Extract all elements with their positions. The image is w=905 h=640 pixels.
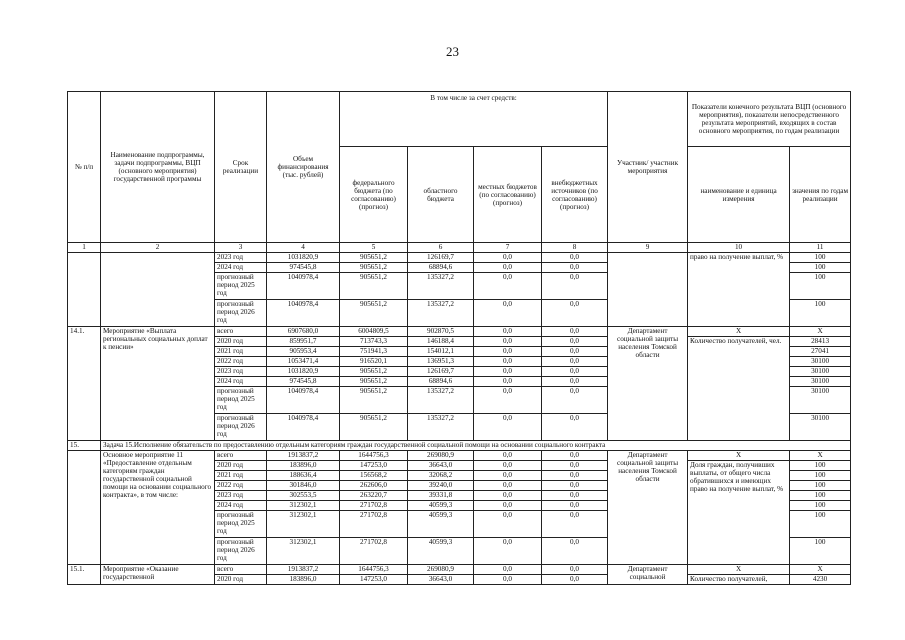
federal-cell: 147253,0	[340, 575, 408, 585]
federal-cell: 263220,7	[340, 491, 408, 501]
volume-cell: 974545,8	[267, 377, 340, 387]
column-number: 4	[267, 243, 340, 253]
regional-cell: 126169,7	[408, 253, 474, 263]
federal-cell: 271702,8	[340, 538, 408, 565]
regional-cell: 135327,2	[408, 273, 474, 300]
local-cell: 0,0	[474, 565, 542, 575]
volume-cell: 6907680,0	[267, 327, 340, 337]
term-cell: всего	[215, 327, 267, 337]
volume-cell: 302553,5	[267, 491, 340, 501]
federal-cell: 905651,2	[340, 300, 408, 327]
local-cell: 0,0	[474, 263, 542, 273]
federal-cell: 1644756,3	[340, 565, 408, 575]
federal-cell: 905651,2	[340, 367, 408, 377]
header-term: Срок реализации	[215, 92, 267, 243]
federal-cell: 6004809,5	[340, 327, 408, 337]
term-cell: 2024 год	[215, 263, 267, 273]
federal-cell: 147253,0	[340, 461, 408, 471]
page-number: 23	[446, 44, 459, 59]
local-cell: 0,0	[474, 461, 542, 471]
regional-cell: 154012,1	[408, 347, 474, 357]
volume-cell: 1031820,9	[267, 253, 340, 263]
federal-cell: 905651,2	[340, 414, 408, 441]
extra-cell: 0,0	[542, 575, 608, 585]
regional-cell: 126169,7	[408, 367, 474, 377]
volume-cell: 1053471,4	[267, 357, 340, 367]
volume-cell: 974545,8	[267, 263, 340, 273]
term-cell: 2024 год	[215, 501, 267, 511]
federal-cell: 905651,2	[340, 377, 408, 387]
extra-cell: 0,0	[542, 451, 608, 461]
federal-cell: 751941,3	[340, 347, 408, 357]
local-cell: 0,0	[474, 387, 542, 414]
federal-cell: 713743,3	[340, 337, 408, 347]
volume-cell: 1040978,4	[267, 414, 340, 441]
term-cell: 2021 год	[215, 347, 267, 357]
extra-cell: 0,0	[542, 273, 608, 300]
header-no: № п/п	[68, 92, 101, 243]
volume-cell: 1913837,2	[267, 451, 340, 461]
row-number	[68, 253, 101, 327]
federal-cell: 271702,8	[340, 511, 408, 538]
regional-cell: 36643,0	[408, 575, 474, 585]
term-cell: всего	[215, 565, 267, 575]
regional-cell: 135327,2	[408, 387, 474, 414]
federal-cell: 905651,2	[340, 387, 408, 414]
header-indicators: Показатели конечного результата ВЦП (основного мероприятия), показатели непосредственного результата мероприятий, входящих в состав основного мероприятия, по годам реализации	[688, 92, 851, 147]
indicator-value: 100	[790, 538, 851, 565]
extra-cell: 0,0	[542, 347, 608, 357]
column-number-row	[68, 243, 851, 253]
regional-cell: 32068,2	[408, 471, 474, 481]
term-cell: прогнозный период 2026 год	[215, 414, 267, 441]
indicator-value: 100	[790, 253, 851, 263]
indicator-name: Доля граждан, получивших выплаты, от общего числа обратившихся и имеющих право на получение выплат, %	[688, 461, 790, 565]
indicator-value: 100	[790, 511, 851, 538]
extra-cell: 0,0	[542, 461, 608, 471]
volume-cell: 1040978,4	[267, 300, 340, 327]
term-cell: прогнозный период 2025 год	[215, 511, 267, 538]
extra-cell: 0,0	[542, 263, 608, 273]
regional-cell: 269080,9	[408, 451, 474, 461]
column-number: 11	[790, 243, 851, 253]
extra-cell: 0,0	[542, 414, 608, 441]
regional-cell: 36643,0	[408, 461, 474, 471]
volume-cell: 859951,7	[267, 337, 340, 347]
indicator-value: 30100	[790, 414, 851, 441]
header-federal: федерального бюджета (по согласованию) (прогноз)	[340, 147, 408, 243]
local-cell: 0,0	[474, 538, 542, 565]
regional-cell: 136951,3	[408, 357, 474, 367]
indicator-value: 100	[790, 263, 851, 273]
regional-cell: 902870,5	[408, 327, 474, 337]
local-cell: 0,0	[474, 367, 542, 377]
indicator-value: Х	[790, 565, 851, 575]
column-number: 7	[474, 243, 542, 253]
indicator-value: 100	[790, 461, 851, 471]
extra-cell: 0,0	[542, 565, 608, 575]
volume-cell: 1913837,2	[267, 565, 340, 575]
extra-cell: 0,0	[542, 471, 608, 481]
volume-cell: 1040978,4	[267, 387, 340, 414]
indicator-value: 30100	[790, 367, 851, 377]
indicator-x: Х	[688, 327, 790, 337]
federal-cell: 905651,2	[340, 263, 408, 273]
term-cell: прогнозный период 2025 год	[215, 273, 267, 300]
volume-cell: 1031820,9	[267, 367, 340, 377]
task-number: 15.	[68, 441, 101, 451]
term-cell: 2020 год	[215, 337, 267, 347]
federal-cell: 1644756,3	[340, 451, 408, 461]
term-cell: всего	[215, 451, 267, 461]
volume-cell: 312302,1	[267, 538, 340, 565]
regional-cell: 40599,3	[408, 511, 474, 538]
regional-cell: 146188,4	[408, 337, 474, 347]
term-cell: прогнозный период 2025 год	[215, 387, 267, 414]
row-number	[68, 451, 101, 565]
extra-cell: 0,0	[542, 511, 608, 538]
local-cell: 0,0	[474, 347, 542, 357]
term-cell: 2022 год	[215, 357, 267, 367]
federal-cell: 271702,8	[340, 501, 408, 511]
indicator-value: 100	[790, 300, 851, 327]
indicator-value: 4230	[790, 575, 851, 585]
extra-cell: 0,0	[542, 481, 608, 491]
local-cell: 0,0	[474, 327, 542, 337]
indicator-name: Количество получателей,	[688, 575, 790, 585]
header-regional: областного бюджета	[408, 147, 474, 243]
participant-cell: Департамент социальной защиты населения Томской области	[608, 451, 688, 565]
extra-cell: 0,0	[542, 357, 608, 367]
regional-cell: 269080,9	[408, 565, 474, 575]
extra-cell: 0,0	[542, 387, 608, 414]
federal-cell: 262606,0	[340, 481, 408, 491]
extra-cell: 0,0	[542, 491, 608, 501]
extra-cell: 0,0	[542, 538, 608, 565]
column-number: 5	[340, 243, 408, 253]
column-number: 9	[608, 243, 688, 253]
local-cell: 0,0	[474, 491, 542, 501]
row-name: Мероприятие «Выплата региональных социальных доплат к пенсии»	[101, 327, 215, 441]
indicator-value: 100	[790, 491, 851, 501]
table-row	[68, 565, 851, 575]
term-cell: 2024 год	[215, 377, 267, 387]
indicator-x: Х	[688, 565, 790, 575]
indicator-value: 30100	[790, 357, 851, 367]
regional-cell: 68894,6	[408, 377, 474, 387]
row-number: 15.1.	[68, 565, 101, 585]
row-number: 14.1.	[68, 327, 101, 441]
indicator-name: Количество получателей, чел.	[688, 337, 790, 441]
term-cell: прогнозный период 2026 год	[215, 538, 267, 565]
header-volume: Объем финансирования (тыс. рублей)	[267, 92, 340, 243]
volume-cell: 183896,0	[267, 575, 340, 585]
participant-cell: Департамент социальной	[608, 565, 688, 585]
indicator-value: Х	[790, 327, 851, 337]
volume-cell: 188636,4	[267, 471, 340, 481]
term-cell: прогнозный период 2026 год	[215, 300, 267, 327]
indicator-value: 100	[790, 481, 851, 491]
header-local: местных бюджетов (по согласованию) (прогноз)	[474, 147, 542, 243]
term-cell: 2023 год	[215, 491, 267, 501]
task-row	[68, 441, 851, 451]
table-row	[68, 327, 851, 337]
term-cell: 2022 год	[215, 481, 267, 491]
regional-cell: 39240,0	[408, 481, 474, 491]
local-cell: 0,0	[474, 501, 542, 511]
volume-cell: 301846,0	[267, 481, 340, 491]
extra-cell: 0,0	[542, 367, 608, 377]
column-number: 8	[542, 243, 608, 253]
participant-cell	[608, 253, 688, 327]
header-participant: Участник/ участник мероприятия	[608, 92, 688, 243]
row-name	[101, 253, 215, 327]
indicator-value: 30100	[790, 387, 851, 414]
local-cell: 0,0	[474, 300, 542, 327]
term-cell: 2023 год	[215, 253, 267, 263]
program-table	[67, 91, 851, 585]
column-number: 10	[688, 243, 790, 253]
task-text: Задача 15.Исполнение обязательств по предоставлению отдельным категориям граждан государственной социальной помощи на основании социального контракта	[101, 441, 851, 451]
extra-cell: 0,0	[542, 377, 608, 387]
term-cell: 2020 год	[215, 575, 267, 585]
indicator-name: право на получение выплат, %	[688, 253, 790, 327]
volume-cell: 1040978,4	[267, 273, 340, 300]
header-name: Наименование подпрограммы, задачи подпрограммы, ВЦП (основного мероприятия) государственной программы	[101, 92, 215, 243]
regional-cell: 135327,2	[408, 300, 474, 327]
federal-cell: 905651,2	[340, 273, 408, 300]
indicator-value: 100	[790, 471, 851, 481]
volume-cell: 905953,4	[267, 347, 340, 357]
extra-cell: 0,0	[542, 501, 608, 511]
header-indicator-value: значения по годам реализации	[790, 147, 851, 243]
indicator-value: 100	[790, 501, 851, 511]
extra-cell: 0,0	[542, 300, 608, 327]
federal-cell: 905651,2	[340, 253, 408, 263]
header-indicator-name: наименование и единица измерения	[688, 147, 790, 243]
column-number: 1	[68, 243, 101, 253]
term-cell: 2021 год	[215, 471, 267, 481]
local-cell: 0,0	[474, 337, 542, 347]
local-cell: 0,0	[474, 253, 542, 263]
local-cell: 0,0	[474, 377, 542, 387]
column-number: 6	[408, 243, 474, 253]
indicator-value: 30100	[790, 377, 851, 387]
regional-cell: 40599,3	[408, 501, 474, 511]
volume-cell: 312302,1	[267, 501, 340, 511]
federal-cell: 916520,1	[340, 357, 408, 367]
extra-cell: 0,0	[542, 327, 608, 337]
header-extra: внебюджетных источников (по согласованию) (прогноз)	[542, 147, 608, 243]
local-cell: 0,0	[474, 357, 542, 367]
table-row	[68, 253, 851, 263]
regional-cell: 39331,8	[408, 491, 474, 501]
local-cell: 0,0	[474, 511, 542, 538]
local-cell: 0,0	[474, 273, 542, 300]
row-name: Основное мероприятие 11 «Предоставление отдельным категориям граждан государственной социальной помощи на основании социального контракта», в том числе:	[101, 451, 215, 565]
local-cell: 0,0	[474, 575, 542, 585]
extra-cell: 0,0	[542, 337, 608, 347]
row-name: Мероприятие «Оказание государственной	[101, 565, 215, 585]
indicator-value: Х	[790, 451, 851, 461]
local-cell: 0,0	[474, 471, 542, 481]
local-cell: 0,0	[474, 481, 542, 491]
indicator-x: Х	[688, 451, 790, 461]
federal-cell: 156568,2	[340, 471, 408, 481]
term-cell: 2020 год	[215, 461, 267, 471]
extra-cell: 0,0	[542, 253, 608, 263]
regional-cell: 40599,3	[408, 538, 474, 565]
volume-cell: 312302,1	[267, 511, 340, 538]
table-row	[68, 451, 851, 461]
regional-cell: 68894,6	[408, 263, 474, 273]
volume-cell: 183896,0	[267, 461, 340, 471]
indicator-value: 28413	[790, 337, 851, 347]
header-including: В том числе за счет средств:	[340, 92, 608, 147]
regional-cell: 135327,2	[408, 414, 474, 441]
column-number: 3	[215, 243, 267, 253]
participant-cell: Департамент социальной защиты населения Томской области	[608, 327, 688, 441]
indicator-value: 100	[790, 273, 851, 300]
local-cell: 0,0	[474, 414, 542, 441]
local-cell: 0,0	[474, 451, 542, 461]
indicator-value: 27041	[790, 347, 851, 357]
term-cell: 2023 год	[215, 367, 267, 377]
column-number: 2	[101, 243, 215, 253]
